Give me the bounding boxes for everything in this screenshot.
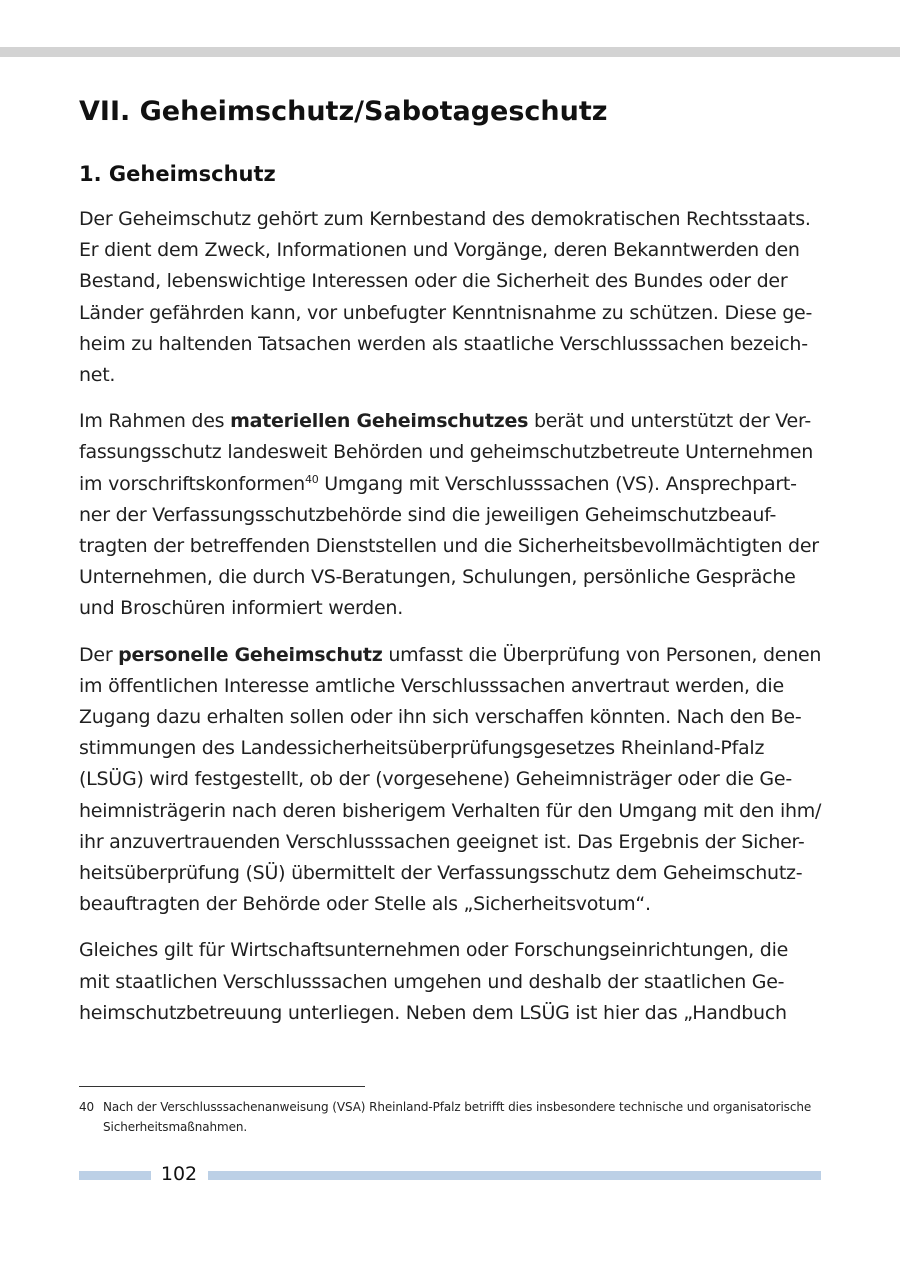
text-line: ner der Verfassungsschutzbehörde sind die jeweiligen Geheimschutzbeauf-	[79, 503, 777, 526]
text-line: heimschutzbetreuung unterliegen. Neben dem LSÜG ist hier das „Handbuch	[79, 1001, 787, 1024]
text-line: fassungsschutz landesweit Behörden und geheimschutzbetreute Unternehmen	[79, 441, 814, 464]
subsection-heading: 1. Geheimschutz	[79, 162, 276, 186]
text-line: heim zu haltenden Tatsachen werden als staatliche Verschlusssachen bezeich-	[79, 332, 808, 355]
text-line: Bestand, lebenswichtige Interessen oder die Sicherheit des Bundes oder der	[79, 270, 788, 293]
footer-decor-bar-right	[208, 1171, 821, 1180]
text-line: Zugang dazu erhalten sollen oder ihn sich verschaffen könnten. Nach den Be-	[79, 706, 802, 729]
text-line: stimmungen des Landessicherheitsüberprüfungsgesetzes Rheinland-Pfalz	[79, 737, 765, 760]
paragraph-3	[79, 640, 824, 921]
text-line: heimnisträgerin nach deren bisherigem Verhalten für den Umgang mit den ihm/	[79, 799, 822, 822]
paragraph-1	[79, 204, 824, 391]
text-run: Der	[79, 643, 119, 666]
text-run: im vorschriftskonformen	[79, 472, 305, 495]
page-number: 102	[160, 1163, 198, 1185]
footnote-number: 40	[79, 1100, 95, 1114]
footnote-divider	[79, 1086, 365, 1087]
text-line: und Broschüren informiert werden.	[79, 597, 404, 620]
text-line: tragten der betreffenden Dienststellen und die Sicherheitsbevollmächtigten der	[79, 535, 819, 558]
bold-term: personelle Geheimschutz	[118, 643, 383, 666]
text-line	[79, 469, 824, 500]
text-line: Gleiches gilt für Wirtschaftsunternehmen oder Forschungseinrichtungen, die	[79, 939, 789, 962]
text-line: Der Geheimschutz gehört zum Kernbestand des demokratischen Rechtsstaats.	[79, 208, 811, 230]
text-run: umfasst die Überprüfung von Personen, denen	[382, 643, 822, 666]
page-content	[79, 92, 824, 1029]
text-line: beauftragten der Behörde oder Stelle als „Sicherheitsvotum“.	[79, 893, 651, 916]
footnote-text: Nach der Verschlusssachenanweisung (VSA) Rheinland-Pfalz betrifft dies insbesondere technische und organisatorische	[103, 1100, 812, 1114]
text-line: heitsüberprüfung (SÜ) übermittelt der Verfassungsschutz dem Geheimschutz-	[79, 862, 803, 885]
top-decor-bar	[0, 47, 900, 57]
bold-term: materiellen Geheimschutzes	[230, 410, 529, 433]
text-line: mit staatlichen Verschlusssachen umgehen und deshalb der staatlichen Ge-	[79, 970, 785, 993]
text-line: ihr anzuvertrauenden Verschlusssachen geeignet ist. Das Ergebnis der Sicher-	[79, 830, 805, 853]
footnote-ref[interactable]: 40	[304, 472, 319, 486]
text-run: Umgang mit Verschlusssachen (VS). Ansprechpart-	[318, 472, 797, 495]
footnote-text-continued: Sicherheitsmaßnahmen.	[103, 1120, 248, 1134]
text-line: im öffentlichen Interesse amtliche Verschlusssachen anvertraut werden, die	[79, 674, 784, 697]
footer-decor-bar-left	[79, 1171, 151, 1180]
paragraph-2	[79, 406, 824, 624]
text-line: (LSÜG) wird festgestellt, ob der (vorgesehene) Geheimnisträger oder die Ge-	[79, 768, 792, 791]
footnote	[79, 1097, 839, 1137]
paragraph-4	[79, 935, 824, 1029]
text-line: Länder gefährden kann, vor unbefugter Kenntnisnahme zu schützen. Diese ge-	[79, 301, 813, 324]
text-line	[79, 406, 824, 437]
text-line: net.	[79, 364, 116, 387]
text-run: berät und unterstützt der Ver-	[528, 410, 811, 433]
text-run: Im Rahmen des	[79, 410, 231, 433]
text-line: Unternehmen, die durch VS-Beratungen, Schulungen, persönliche Gespräche	[79, 566, 796, 589]
text-line	[79, 640, 824, 671]
text-line: Er dient dem Zweck, Informationen und Vorgänge, deren Bekanntwerden den	[79, 239, 800, 262]
section-heading: VII. Geheimschutz/Sabotageschutz	[79, 96, 608, 127]
